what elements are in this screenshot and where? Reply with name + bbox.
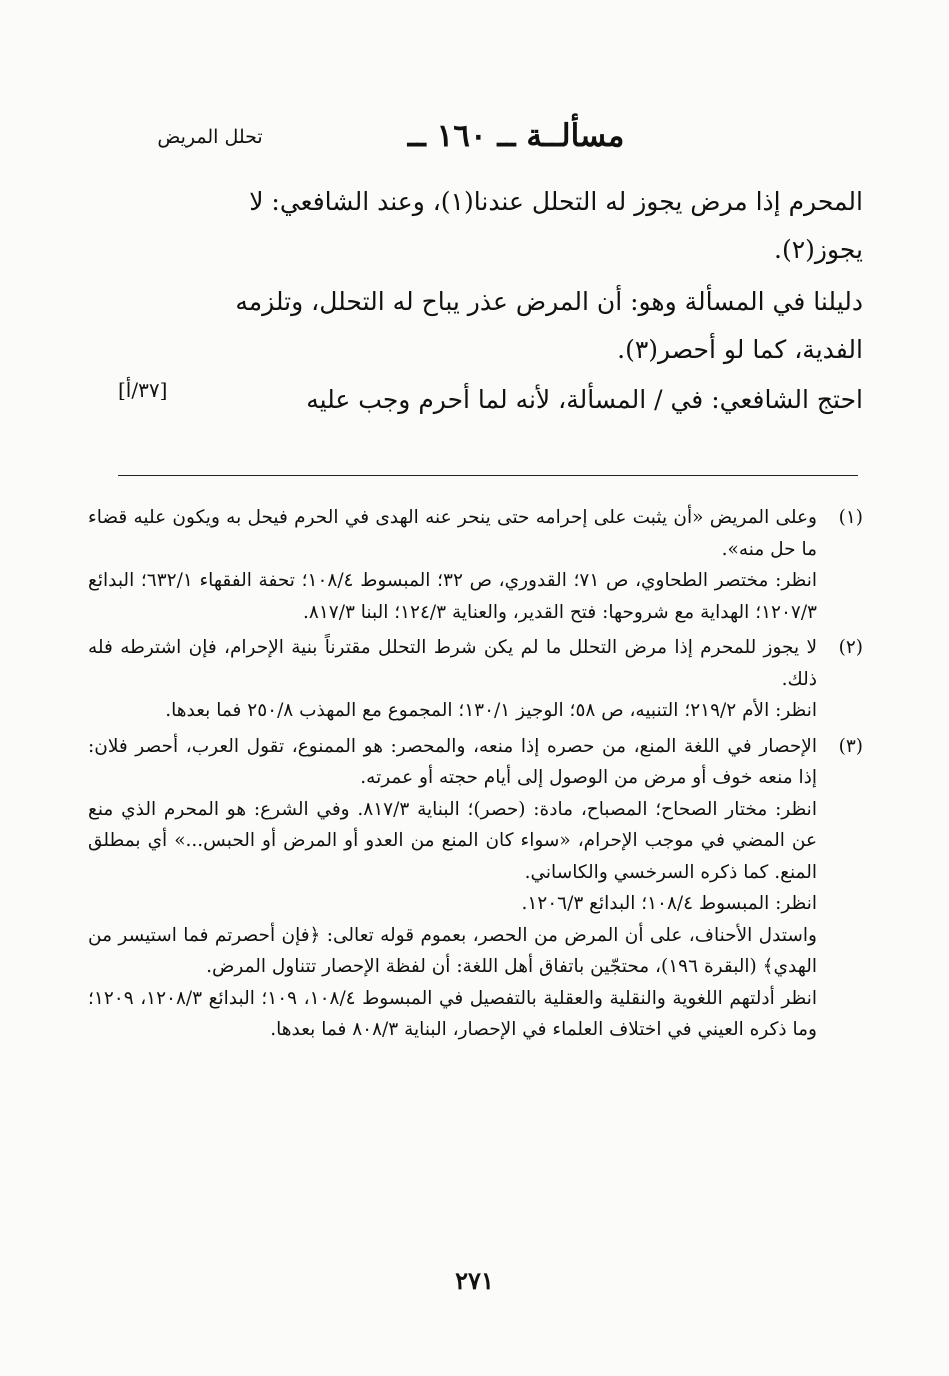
footnote-reference: انظر: الأم ٢١٩/٢؛ التنبيه، ص ٥٨؛ الوجيز ١٣٠/١؛ المجموع مع المهذب ٢٥٠/٨ فما بعدها. [165, 700, 817, 721]
footnote-text: لا يجوز للمحرم إذا مرض التحلل ما لم يكن شرط التحلل مقترناً بنية الإحرام، فإن اشترطه فله ذلك. [88, 637, 817, 690]
main-paragraph-2: دليلنا في المسألة وهو: أن المرض عذر يباح له التحلل، وتلزمه الفدية، كما لو أحصر(٣). [235, 287, 863, 364]
issue-title: مسألــة ــ ١٦٠ ــ [407, 118, 625, 154]
footnote-number: (٢) [838, 637, 863, 658]
footnote-separator [118, 475, 858, 476]
footnote-text: الإحصار في اللغة المنع، من حصره إذا منعه، والمحصر: هو الممنوع، تقول العرب، أحصر فلان: إذا منعه خوف أو مرض من الوصول إلى أيام حجته أو عمرته. [88, 735, 817, 788]
footnotes [88, 502, 863, 1050]
footnote-reference: انظر: مختصر الطحاوي، ص ٧١؛ القدوري، ص ٣٢؛ المبسوط ١٠٨/٤؛ تحفة الفقهاء ٦٣٢/١؛ البدائع ١٢٠٧/٣؛ الهداية مع شروحها: فتح القدير، والعناية ١٢٤/٣؛ البنا ٨١٧/٣. [88, 570, 817, 623]
footnote-2 [88, 632, 863, 727]
running-head-topic: تحلل المريض [157, 126, 263, 148]
footnote-number: (٣) [838, 735, 863, 757]
footnote-1 [88, 502, 863, 628]
main-paragraph-3: احتج الشافعي: في / المسألة، لأنه لما أحرم وجب عليه [306, 385, 863, 414]
footnote-reference: انظر أدلتهم اللغوية والنقلية والعقلية بالتفصيل في المبسوط ١٠٨/٤، ١٠٩؛ البدائع ١٢٠٨/٣، ١٢٠٩؛ وما ذكره العيني في اختلاف العلماء في الإحصار، البناية ٨٠٨/٣ فما بعدها. [88, 987, 817, 1040]
footnote-text: وعلى المريض «أن يثبت على إحرامه حتى ينحر عنه الهدى في الحرم فيحل به ويكون عليه قضاء ما حل منه». [88, 507, 817, 560]
manuscript-folio-marker: [٣٧/أ] [118, 378, 168, 402]
footnote-number: (١) [838, 507, 863, 528]
footnote-3 [88, 731, 863, 1046]
page-number: ٢٧١ [455, 1266, 494, 1295]
footnote-reference: انظر: مختار الصحاح؛ المصباح، مادة: (حصر)؛ البناية ٨١٧/٣. وفي الشرع: هو المحرم الذي منع عن المضي في موجب الإحرام، «سواء كان المنع من العدو أو المرض أو الحبس...» أي بمطلق المنع. كما ذكره السرخسي والكاساني. [88, 798, 817, 883]
footnote-reference: انظر: المبسوط ١٠٨/٤؛ البدائع ١٢٠٦/٣. [521, 893, 817, 914]
main-paragraph-1: المحرم إذا مرض يجوز له التحلل عندنا(١)، وعند الشافعي: لا يجوز(٢). [249, 187, 863, 264]
footnote-text: واستدل الأحناف، على أن المرض من الحصر، بعموم قوله تعالى: ﴿فإن أحصرتم فما استيسر من الهدي﴾ (البقرة ١٩٦)، محتجّين باتفاق أهل اللغة: أن لفظة الإحصار تتناول المرض. [88, 924, 817, 977]
